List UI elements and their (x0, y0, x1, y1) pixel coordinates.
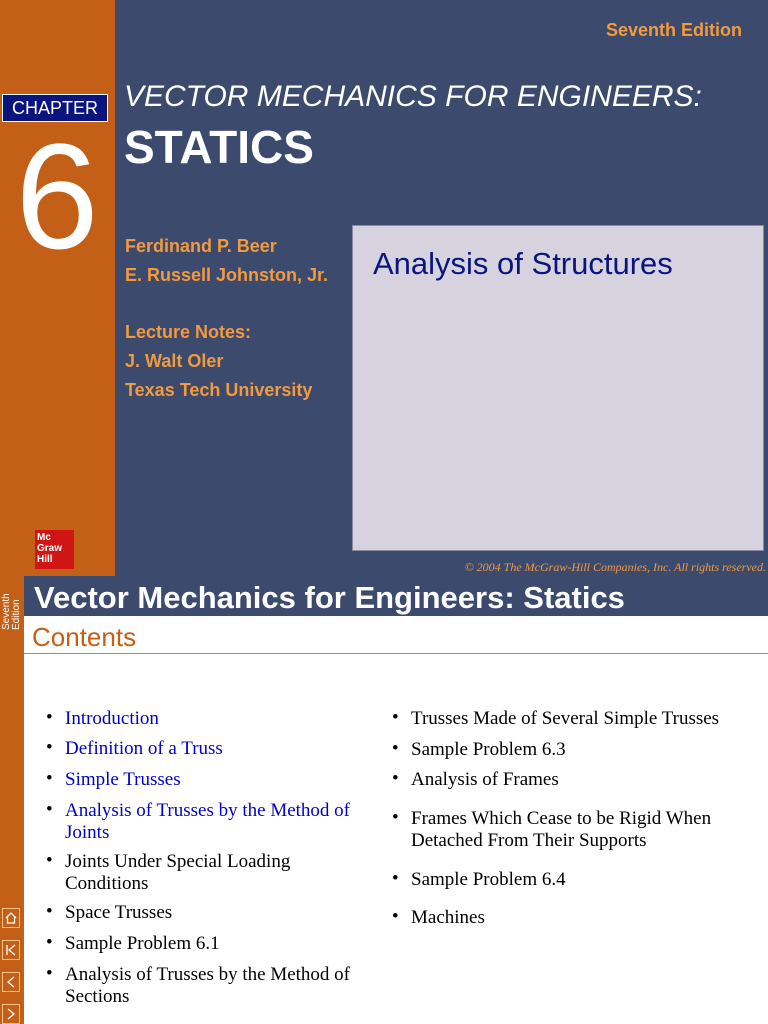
toc-item: • Sample Problem 6.1 (46, 932, 220, 954)
chapter-title-panel (352, 225, 764, 551)
toc-item[interactable]: • Definition of a Truss (46, 737, 223, 759)
contents-header (24, 576, 768, 616)
contents-heading: Contents (32, 622, 137, 652)
toc-item[interactable]: • Analysis of Trusses by the Method of Joints (46, 799, 351, 843)
edition-label: Seventh Edition (605, 20, 742, 40)
toc-item: • Joints Under Special Loading Conditions (46, 850, 291, 894)
lecture-notes-university: Texas Tech University (125, 380, 313, 400)
chapter-title: Analysis of Structures (373, 246, 673, 281)
author-1: Ferdinand P. Beer (125, 236, 277, 256)
toc-item[interactable]: • Introduction (46, 707, 159, 729)
toc-left-column (44, 708, 374, 1008)
book-title: VECTOR MECHANICS FOR ENGINEERS: (124, 80, 702, 113)
toc-item: • Analysis of Trusses by the Method of Sections (46, 963, 351, 1007)
toc-item: • Space Trusses (46, 901, 173, 923)
first-page-icon[interactable] (2, 940, 20, 960)
previous-page-icon[interactable] (2, 972, 20, 992)
lecture-notes-author: J. Walt Oler (125, 351, 224, 371)
author-2: E. Russell Johnston, Jr. (125, 265, 329, 285)
mcgraw-hill-logo (35, 530, 74, 569)
next-page-icon[interactable] (2, 1004, 20, 1024)
contents-slide-title: Vector Mechanics for Engineers: Statics (34, 580, 625, 615)
lecture-notes-label: Lecture Notes: (125, 322, 252, 342)
toc-item: • Frames Which Cease to be Rigid When Detached From Their Supports (392, 807, 712, 851)
toc-item[interactable]: • Simple Trusses (46, 768, 181, 790)
toc-item: • Analysis of Frames (392, 768, 559, 790)
book-subtitle: STATICS (124, 121, 314, 173)
toc-item: • Sample Problem 6.3 (392, 738, 566, 760)
copyright-notice: © 2004 The McGraw-Hill Companies, Inc. All rights reserved. (464, 560, 766, 574)
toc-item: • Machines (392, 906, 485, 928)
home-icon[interactable] (2, 908, 20, 928)
toc-item: • Trusses Made of Several Simple Trusses (392, 707, 720, 729)
sidebar-edition-label: Seventh Edition (1, 593, 22, 630)
toc-item: • Sample Problem 6.4 (392, 868, 566, 890)
chapter-label: CHAPTER (2, 94, 108, 122)
logo-text: Mc Graw Hill (37, 532, 63, 565)
toc-right-column (390, 708, 760, 929)
chapter-sidebar (0, 0, 115, 576)
contents-subheader (24, 616, 768, 654)
chapter-number: 6 (15, 112, 99, 280)
